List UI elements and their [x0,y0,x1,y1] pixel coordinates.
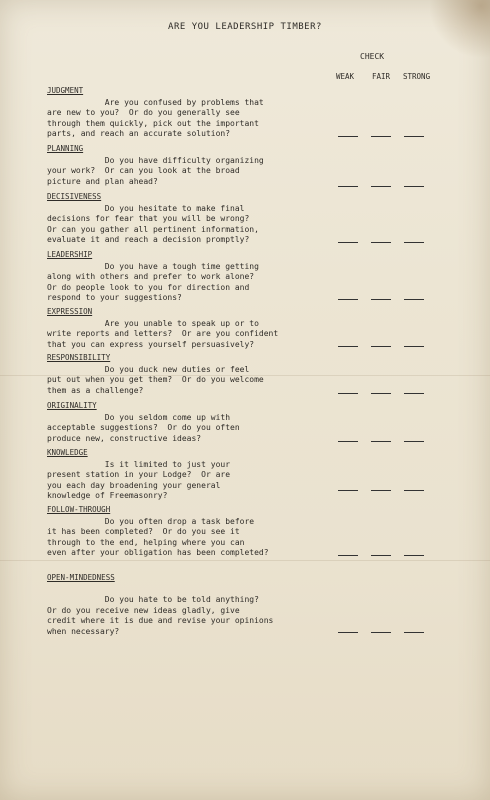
section-originality [47,401,347,444]
answer-blank[interactable] [338,186,358,187]
section-question: Do you hesitate to make final decisions for fear that you will be wrong? Or can you gather all pertinent information, evaluate it and reach a decision promptly? [47,203,259,244]
section-heading: FOLLOW-THROUGH [47,505,111,514]
section-planning [47,144,347,187]
section-judgment [47,86,347,140]
section-question: Do you often drop a task before it has been completed? Or do you see it through to the end, helping where you can even after your obligation has been completed? [47,516,269,557]
section-question: Are you unable to speak up or to write reports and letters? Or are you confident that you can express yourself persuasively? [47,318,279,349]
section-leadership [47,250,347,304]
answer-blank[interactable] [404,555,424,556]
section-heading: JUDGMENT [47,86,84,95]
column-weak: WEAK [336,72,355,81]
section-question: Do you duck new duties or feel put out when you get them? Or do you welcome them as a challenge? [47,364,264,395]
answer-blank[interactable] [371,441,391,442]
answer-blank[interactable] [338,346,358,347]
section-question: Are you confused by problems that are new to you? Or do you generally see through them quickly, pick out the important parts, and reach an accurate solution? [47,97,264,138]
section-question: Do you seldom come up with acceptable suggestions? Or do you often produce new, constructive ideas? [47,412,240,443]
answer-blank[interactable] [371,136,391,137]
section-heading: OPEN-MINDEDNESS [47,573,115,582]
section-heading: PLANNING [47,144,84,153]
answer-blank[interactable] [338,299,358,300]
answer-blank[interactable] [371,490,391,491]
section-decisiveness [47,192,347,246]
section-heading: RESPONSIBILITY [47,353,111,362]
answer-blank[interactable] [338,441,358,442]
answer-blank[interactable] [371,393,391,394]
answer-blank[interactable] [371,299,391,300]
answer-blank[interactable] [404,346,424,347]
answer-blank[interactable] [404,136,424,137]
answer-blank[interactable] [338,242,358,243]
section-question: Do you hate to be told anything? Or do you receive new ideas gladly, give credit where it is due and revise your opinions when necessary? [47,595,274,636]
answer-blank[interactable] [338,555,358,556]
answer-blank[interactable] [371,242,391,243]
answer-blank[interactable] [404,441,424,442]
section-question: Do you have difficulty organizing your work? Or can you look at the broad picture and plan ahead? [47,155,264,186]
answer-blank[interactable] [371,555,391,556]
section-heading: KNOWLEDGE [47,448,88,457]
answer-blank[interactable] [371,186,391,187]
section-knowledge [47,448,347,502]
answer-blank[interactable] [371,632,391,633]
section-responsibility [47,353,347,396]
fold-crease [0,560,490,561]
answer-blank[interactable] [338,393,358,394]
section-heading: EXPRESSION [47,307,93,316]
answer-blank[interactable] [338,632,358,633]
section-follow-through [47,505,347,559]
answer-blank[interactable] [404,490,424,491]
answer-blank[interactable] [404,393,424,394]
answer-blank[interactable] [404,186,424,187]
section-heading: DECISIVENESS [47,192,102,201]
answer-blank[interactable] [338,136,358,137]
answer-blank[interactable] [338,490,358,491]
section-heading: LEADERSHIP [47,250,93,259]
section-heading: ORIGINALITY [47,401,97,410]
section-question: Is it limited to just your present station in your Lodge? Or are you each day broadening your general knowledge of Freemasonry? [47,459,231,500]
column-fair: FAIR [372,72,391,81]
section-question: Do you have a tough time getting along with others and prefer to work alone? Or do people look to you for direction and respond to your suggestions? [47,261,259,302]
section-open-mindedness [47,573,347,637]
answer-blank[interactable] [404,299,424,300]
check-header: CHECK [360,52,385,61]
page-title: ARE YOU LEADERSHIP TIMBER? [168,22,322,32]
column-strong: STRONG [403,72,431,81]
answer-blank[interactable] [371,346,391,347]
answer-blank[interactable] [404,632,424,633]
answer-blank[interactable] [404,242,424,243]
section-expression [47,307,347,350]
